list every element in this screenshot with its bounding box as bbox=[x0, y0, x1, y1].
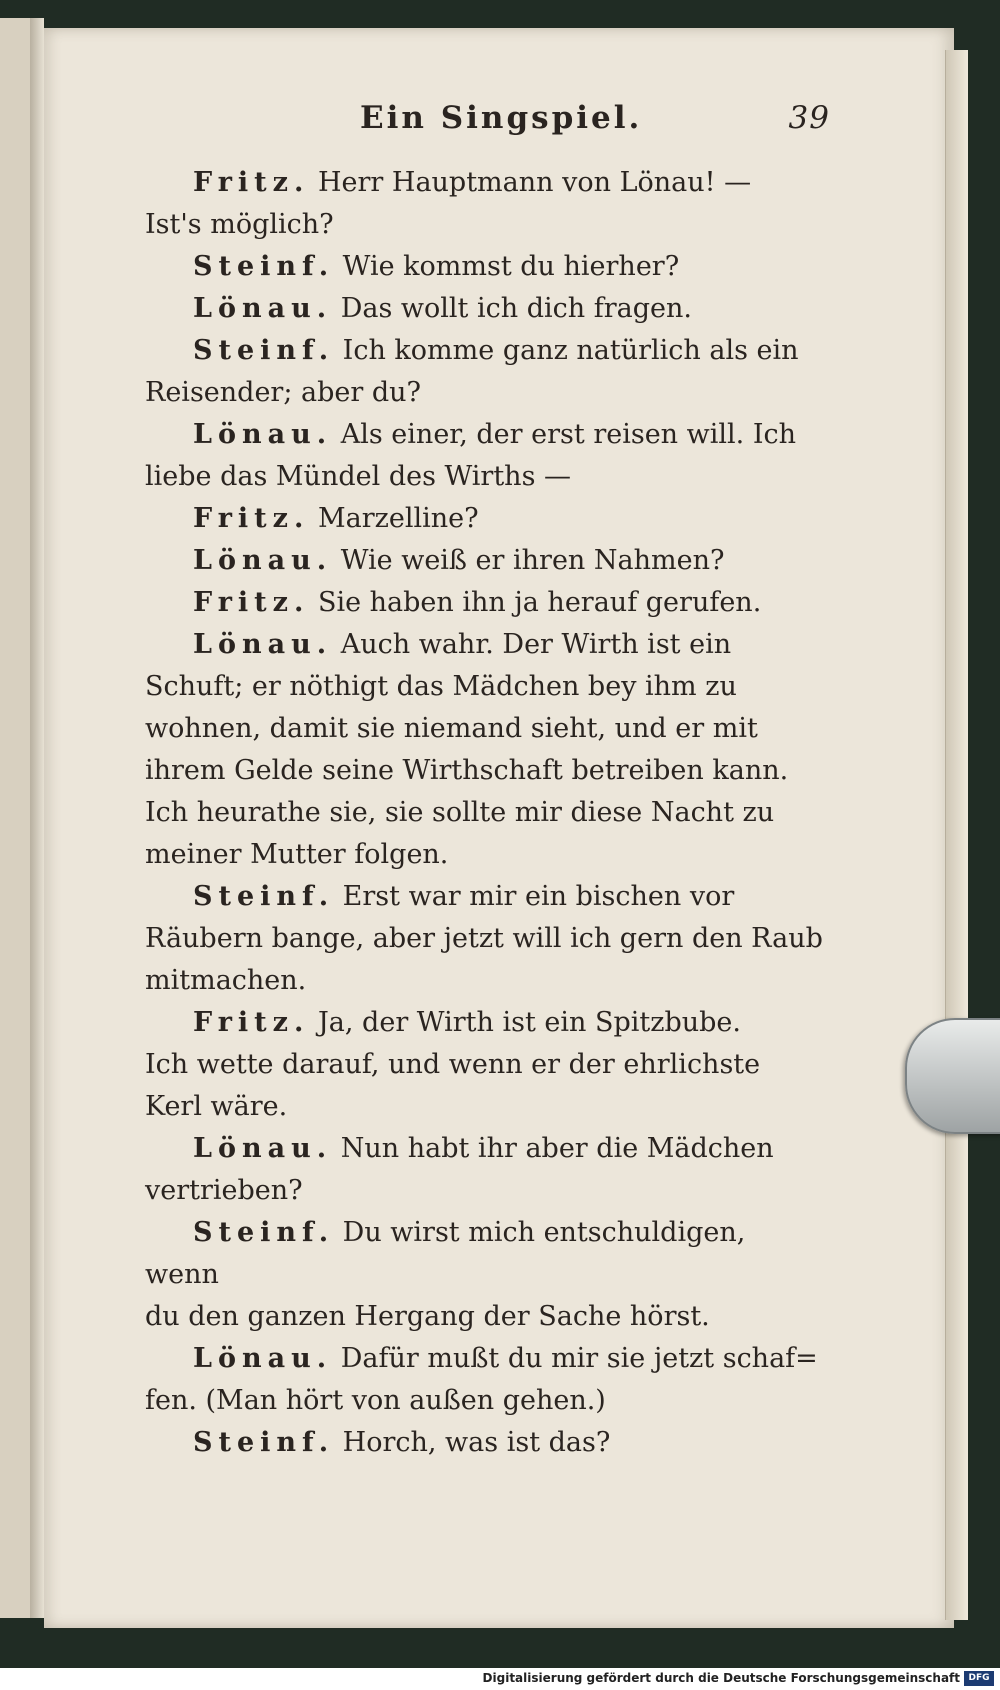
line-text: Reisender; aber du? bbox=[145, 377, 422, 408]
line-text: Sie haben ihn ja herauf gerufen. bbox=[309, 587, 762, 618]
speaker-name: Steinf. bbox=[193, 1217, 335, 1248]
text-line bbox=[145, 624, 825, 666]
text-line bbox=[145, 414, 825, 456]
text-line bbox=[145, 288, 825, 330]
text-line bbox=[145, 246, 825, 288]
line-text: Schuft; er nöthigt das Mädchen bey ihm zu bbox=[145, 671, 737, 702]
text-line bbox=[145, 1422, 825, 1464]
dfg-logo: DFG bbox=[964, 1671, 994, 1686]
page-stack-edge bbox=[945, 50, 968, 1620]
line-text: Ich wette darauf, und wenn er der ehrlichste bbox=[145, 1049, 761, 1080]
line-text: du den ganzen Hergang der Sache hörst. bbox=[145, 1301, 710, 1332]
text-line bbox=[145, 456, 825, 498]
speaker-name: Lönau. bbox=[193, 419, 333, 450]
text-line bbox=[145, 960, 825, 1002]
line-text: Als einer, der erst reisen will. Ich bbox=[332, 419, 797, 450]
binding-gutter bbox=[30, 18, 44, 1618]
text-line bbox=[145, 792, 825, 834]
speaker-name: Fritz. bbox=[193, 503, 310, 534]
line-text: Marzelline? bbox=[309, 503, 479, 534]
text-line bbox=[145, 1044, 825, 1086]
text-line bbox=[145, 1170, 825, 1212]
speaker-name: Lönau. bbox=[193, 545, 333, 576]
line-text: mitmachen. bbox=[145, 965, 307, 996]
line-text: Ist's möglich? bbox=[145, 209, 334, 240]
speaker-name: Fritz. bbox=[193, 587, 310, 618]
line-text: Ja, der Wirth ist ein Spitzbube. bbox=[309, 1007, 741, 1038]
text-line bbox=[145, 372, 825, 414]
line-text: liebe das Mündel des Wirths — bbox=[145, 461, 572, 492]
text-line bbox=[145, 1128, 825, 1170]
page-clip-tab[interactable] bbox=[905, 1018, 1000, 1134]
line-text: Ich heurathe sie, sie sollte mir diese Nacht zu bbox=[145, 797, 775, 828]
line-text: Kerl wäre. bbox=[145, 1091, 288, 1122]
text-line bbox=[145, 918, 825, 960]
page-number: 39 bbox=[788, 100, 830, 136]
line-text: wohnen, damit sie niemand sieht, und er mit bbox=[145, 713, 758, 744]
page-text bbox=[145, 162, 825, 1464]
line-text: Das wollt ich dich fragen. bbox=[332, 293, 692, 324]
speaker-name: Steinf. bbox=[193, 1427, 335, 1458]
text-line bbox=[145, 204, 825, 246]
line-text: Auch wahr. Der Wirth ist ein bbox=[332, 629, 732, 660]
line-text: Horch, was ist das? bbox=[334, 1427, 611, 1458]
text-line bbox=[145, 1086, 825, 1128]
speaker-name: Lönau. bbox=[193, 629, 333, 660]
text-line bbox=[145, 162, 825, 204]
speaker-name: Fritz. bbox=[193, 1007, 310, 1038]
text-line bbox=[145, 666, 825, 708]
text-line bbox=[145, 876, 825, 918]
speaker-name: Steinf. bbox=[193, 881, 335, 912]
line-text: vertrieben? bbox=[145, 1175, 303, 1206]
text-line bbox=[145, 834, 825, 876]
line-text: Wie kommst du hierher? bbox=[334, 251, 680, 282]
line-text: Wie weiß er ihren Nahmen? bbox=[332, 545, 725, 576]
footer-bar bbox=[0, 1668, 1000, 1690]
text-line bbox=[145, 1212, 825, 1296]
header-title: Ein Singspiel. bbox=[360, 100, 643, 136]
line-text: Dafür mußt du mir sie jetzt schaf= bbox=[332, 1343, 818, 1374]
text-line bbox=[145, 498, 825, 540]
line-text: meiner Mutter folgen. bbox=[145, 839, 449, 870]
line-text: Erst war mir ein bischen vor bbox=[334, 881, 735, 912]
text-line bbox=[145, 582, 825, 624]
text-line bbox=[145, 1338, 825, 1380]
text-line bbox=[145, 750, 825, 792]
line-text: Nun habt ihr aber die Mädchen bbox=[332, 1133, 774, 1164]
line-text: Herr Hauptmann von Lönau! — bbox=[309, 167, 752, 198]
speaker-name: Lönau. bbox=[193, 293, 333, 324]
text-line bbox=[145, 1296, 825, 1338]
text-line bbox=[145, 330, 825, 372]
speaker-name: Fritz. bbox=[193, 167, 310, 198]
text-line bbox=[145, 540, 825, 582]
line-text: Ich komme ganz natürlich als ein bbox=[334, 335, 799, 366]
footer-credit: Digitalisierung gefördert durch die Deutsche Forschungsgemeinschaft bbox=[482, 1671, 960, 1685]
line-text: fen. (Man hört von außen gehen.) bbox=[145, 1385, 606, 1416]
text-line bbox=[145, 1380, 825, 1422]
speaker-name: Lönau. bbox=[193, 1343, 333, 1374]
text-line bbox=[145, 1002, 825, 1044]
speaker-name: Lönau. bbox=[193, 1133, 333, 1164]
speaker-name: Steinf. bbox=[193, 251, 335, 282]
line-text: Du wirst mich entschuldigen, wenn bbox=[145, 1217, 746, 1290]
line-text: ihrem Gelde seine Wirthschaft betreiben kann. bbox=[145, 755, 789, 786]
text-line bbox=[145, 708, 825, 750]
line-text: Räubern bange, aber jetzt will ich gern den Raub bbox=[145, 923, 823, 954]
speaker-name: Steinf. bbox=[193, 335, 335, 366]
